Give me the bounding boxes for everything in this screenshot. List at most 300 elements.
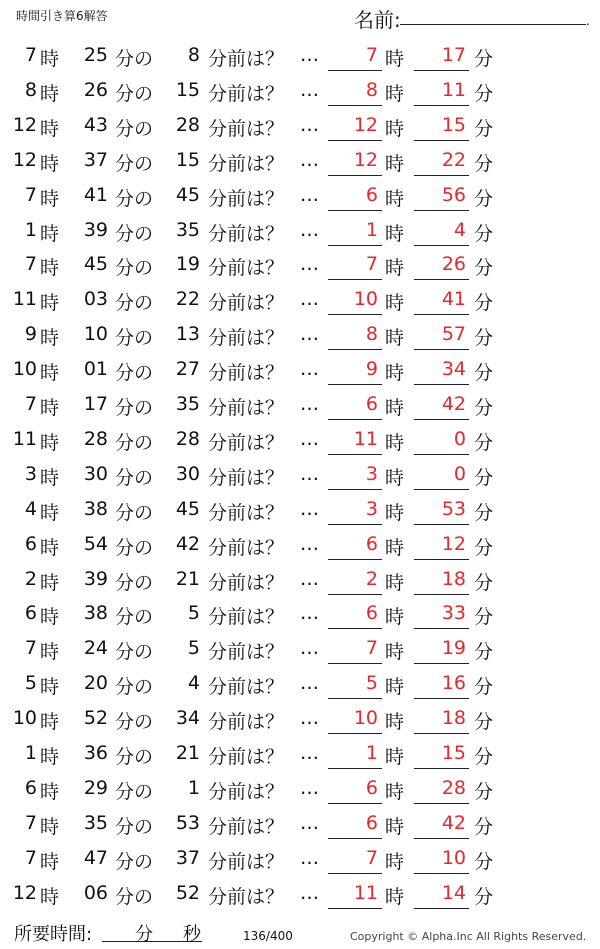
answer-hour-label: 時 (385, 152, 405, 175)
minute-of-label: 分の (115, 152, 154, 175)
answer-hour[interactable]: 1 (365, 218, 378, 241)
answer-hour-label: 時 (385, 187, 405, 210)
answer-hour-underline (328, 140, 382, 141)
problem-subtract: 5 (187, 602, 200, 625)
answer-minute[interactable]: 0 (453, 427, 466, 450)
problem-hour: 3 (24, 462, 37, 485)
answer-minute-label: 分 (474, 815, 494, 838)
minutes-before-label: 分前は？ (208, 780, 285, 803)
answer-hour[interactable]: 12 (353, 148, 378, 171)
answer-hour[interactable]: 7 (365, 637, 378, 660)
problem-subtract: 1 (187, 776, 200, 799)
problem-hour: 11 (12, 427, 37, 450)
ellipsis: … (300, 462, 319, 485)
hour-label: 時 (40, 815, 60, 838)
answer-hour-label: 時 (385, 536, 405, 559)
ellipsis: … (300, 78, 319, 101)
answer-minute-underline (414, 594, 469, 595)
answer-hour[interactable]: 11 (353, 881, 378, 904)
hour-label: 時 (40, 676, 60, 699)
answer-hour-label: 時 (385, 48, 405, 70)
problem-row (0, 736, 600, 770)
answer-minute-underline (414, 105, 469, 106)
answer-hour[interactable]: 6 (365, 811, 378, 834)
ellipsis: … (300, 393, 319, 415)
minute-of-label: 分の (115, 466, 154, 489)
minutes-before-label: 分前は？ (208, 711, 285, 734)
problem-subtract: 28 (175, 427, 200, 450)
required-time-seconds-label: 秒 (183, 924, 201, 945)
minute-of-label: 分の (115, 187, 154, 210)
hour-label: 時 (40, 501, 60, 524)
answer-hour-label: 時 (385, 815, 405, 838)
problem-hour: 5 (24, 672, 37, 695)
answer-hour[interactable]: 8 (365, 323, 378, 346)
required-time-minutes-label: 分 (135, 924, 153, 945)
answer-minute[interactable]: 41 (441, 288, 466, 311)
answer-minute-label: 分 (474, 327, 494, 350)
answer-minute[interactable]: 11 (441, 78, 466, 101)
answer-hour-underline (328, 105, 382, 106)
ellipsis: … (300, 811, 319, 834)
minute-of-label: 分の (115, 327, 154, 350)
minute-of-label: 分の (115, 82, 154, 105)
ellipsis: … (300, 183, 319, 206)
problem-minute: 06 (83, 881, 108, 904)
minute-of-label: 分の (115, 117, 154, 140)
problem-hour: 2 (24, 567, 37, 590)
answer-minute-underline (414, 663, 469, 664)
answer-minute[interactable]: 4 (453, 218, 466, 241)
minute-of-label: 分の (115, 641, 154, 664)
hour-label: 時 (40, 82, 60, 105)
answer-minute-underline (414, 559, 469, 560)
problem-row (0, 771, 600, 805)
answer-minute-label: 分 (474, 222, 494, 245)
answer-minute-underline (414, 279, 469, 280)
problem-minute: 39 (83, 567, 108, 590)
answer-hour-label: 時 (385, 292, 405, 315)
minutes-before-label: 分前は？ (208, 117, 285, 140)
minutes-before-label: 分前は？ (208, 362, 285, 385)
problem-hour: 7 (24, 846, 37, 869)
answer-minute-underline (414, 245, 469, 246)
answer-minute-label: 分 (474, 187, 494, 210)
problem-hour: 7 (24, 183, 37, 206)
minute-of-label: 分の (115, 571, 154, 594)
answer-hour[interactable]: 6 (365, 393, 378, 415)
problem-subtract: 52 (175, 881, 200, 904)
problem-subtract: 21 (175, 567, 200, 590)
answer-minute-underline (414, 873, 469, 874)
minute-of-label: 分の (115, 501, 154, 524)
answer-hour-label: 時 (385, 850, 405, 873)
answer-hour-underline (328, 663, 382, 664)
answer-hour-underline (328, 803, 382, 804)
minutes-before-label: 分前は？ (208, 152, 285, 175)
problem-row (0, 701, 600, 735)
problem-row (0, 73, 600, 107)
answer-minute-label: 分 (474, 466, 494, 489)
hour-label: 時 (40, 606, 60, 629)
answer-minute[interactable]: 15 (441, 113, 466, 136)
answer-minute-label: 分 (474, 850, 494, 873)
hour-label: 時 (40, 466, 60, 489)
problem-row (0, 178, 600, 212)
answer-minute-label: 分 (474, 536, 494, 559)
ellipsis: … (300, 113, 319, 136)
answer-minute[interactable]: 57 (441, 323, 466, 346)
answer-hour[interactable]: 6 (365, 602, 378, 625)
answer-minute[interactable]: 42 (441, 811, 466, 834)
problem-subtract: 53 (175, 811, 200, 834)
ellipsis: … (300, 44, 319, 66)
answer-minute[interactable]: 10 (441, 846, 466, 869)
minute-of-label: 分の (115, 780, 154, 803)
minute-of-label: 分の (115, 257, 154, 280)
problem-subtract: 45 (175, 497, 200, 520)
ellipsis: … (300, 637, 319, 660)
answer-hour-label: 時 (385, 885, 405, 908)
problem-minute: 30 (83, 462, 108, 485)
ellipsis: … (300, 288, 319, 311)
problem-hour: 7 (24, 44, 37, 66)
problem-minute: 43 (83, 113, 108, 136)
answer-minute-underline (414, 314, 469, 315)
hour-label: 時 (40, 536, 60, 559)
problem-minute: 47 (83, 846, 108, 869)
answer-minute-label: 分 (474, 641, 494, 664)
ellipsis: … (300, 672, 319, 695)
ellipsis: … (300, 532, 319, 555)
answer-hour[interactable]: 6 (365, 532, 378, 555)
answer-hour-underline (328, 908, 382, 909)
hour-label: 時 (40, 571, 60, 594)
problem-minute: 52 (83, 707, 108, 730)
answer-hour-underline (328, 175, 382, 176)
answer-minute[interactable]: 19 (441, 637, 466, 660)
problem-minute: 45 (83, 253, 108, 276)
answer-minute[interactable]: 26 (441, 253, 466, 276)
answer-hour[interactable]: 10 (353, 707, 378, 730)
problem-row (0, 213, 600, 247)
answer-hour-underline (328, 210, 382, 211)
answer-hour-label: 時 (385, 466, 405, 489)
answer-minute-underline (414, 419, 469, 420)
problem-minute: 01 (83, 358, 108, 381)
ellipsis: … (300, 602, 319, 625)
answer-minute-underline (414, 70, 469, 71)
problem-row (0, 108, 600, 142)
minutes-before-label: 分前は？ (208, 466, 285, 489)
answer-hour-underline (328, 489, 382, 490)
answer-hour-underline (328, 454, 382, 455)
problem-minute: 38 (83, 497, 108, 520)
answer-hour[interactable]: 8 (365, 78, 378, 101)
answer-minute-label: 分 (474, 431, 494, 454)
answer-hour-underline (328, 768, 382, 769)
problem-subtract: 21 (175, 742, 200, 764)
answer-hour[interactable]: 7 (365, 846, 378, 869)
answer-hour[interactable]: 9 (365, 358, 378, 381)
answer-minute-underline (414, 349, 469, 350)
answer-hour-label: 時 (385, 501, 405, 524)
answer-hour[interactable]: 12 (353, 113, 378, 136)
answer-hour-underline (328, 698, 382, 699)
problem-minute: 35 (83, 811, 108, 834)
problem-subtract: 19 (175, 253, 200, 276)
hour-label: 時 (40, 222, 60, 245)
answer-minute[interactable]: 17 (441, 44, 466, 66)
answer-hour[interactable]: 5 (365, 672, 378, 695)
problem-hour: 1 (24, 218, 37, 241)
answer-hour[interactable]: 3 (365, 497, 378, 520)
hour-label: 時 (40, 187, 60, 210)
name-field-line[interactable] (400, 24, 586, 25)
answer-hour-label: 時 (385, 711, 405, 734)
answer-minute-label: 分 (474, 292, 494, 315)
answer-minute-underline (414, 524, 469, 525)
answer-minute-label: 分 (474, 780, 494, 803)
minute-of-label: 分の (115, 885, 154, 908)
answer-hour-underline (328, 559, 382, 560)
name-field-dot: . (586, 14, 590, 28)
problem-minute: 41 (83, 183, 108, 206)
minute-of-label: 分の (115, 676, 154, 699)
minutes-before-label: 分前は？ (208, 815, 285, 838)
problem-minute: 26 (83, 78, 108, 101)
minutes-before-label: 分前は？ (208, 501, 285, 524)
minute-of-label: 分の (115, 362, 154, 385)
problem-row (0, 666, 600, 700)
problem-subtract: 35 (175, 393, 200, 415)
ellipsis: … (300, 427, 319, 450)
answer-minute-underline (414, 698, 469, 699)
answer-hour-label: 時 (385, 431, 405, 454)
hour-label: 時 (40, 362, 60, 385)
hour-label: 時 (40, 48, 60, 70)
answer-minute-label: 分 (474, 676, 494, 699)
problem-row (0, 387, 600, 421)
problem-minute: 54 (83, 532, 108, 555)
problem-hour: 11 (12, 288, 37, 311)
answer-hour[interactable]: 3 (365, 462, 378, 485)
problem-hour: 6 (24, 532, 37, 555)
answer-minute[interactable]: 22 (441, 148, 466, 171)
answer-hour[interactable]: 2 (365, 567, 378, 590)
problem-minute: 10 (83, 323, 108, 346)
answer-minute[interactable]: 12 (441, 532, 466, 555)
answer-hour[interactable]: 10 (353, 288, 378, 311)
answer-hour[interactable]: 7 (365, 44, 378, 66)
minutes-before-label: 分前は？ (208, 885, 285, 908)
problem-hour: 7 (24, 637, 37, 660)
problem-hour: 6 (24, 776, 37, 799)
problem-row (0, 38, 600, 72)
minutes-before-label: 分前は？ (208, 48, 285, 70)
problem-hour: 10 (12, 707, 37, 730)
minutes-before-label: 分前は？ (208, 536, 285, 559)
minute-of-label: 分の (115, 222, 154, 245)
problem-minute: 28 (83, 427, 108, 450)
minutes-before-label: 分前は？ (208, 850, 285, 873)
answer-hour-underline (328, 349, 382, 350)
answer-hour-label: 時 (385, 82, 405, 105)
minutes-before-label: 分前は？ (208, 431, 285, 454)
problem-subtract: 42 (175, 532, 200, 555)
answer-hour[interactable]: 6 (365, 776, 378, 799)
problem-subtract: 35 (175, 218, 200, 241)
answer-hour-underline (328, 873, 382, 874)
answer-minute[interactable]: 18 (441, 707, 466, 730)
ellipsis: … (300, 742, 319, 764)
hour-label: 時 (40, 850, 60, 873)
copyright-notice: Copyright © Alpha.Inc All Rights Reserved. (350, 930, 587, 943)
problem-hour: 7 (24, 253, 37, 276)
answer-minute-label: 分 (474, 257, 494, 280)
minute-of-label: 分の (115, 431, 154, 454)
name-label: 名前: (354, 8, 401, 32)
problem-minute: 36 (83, 742, 108, 764)
minutes-before-label: 分前は？ (208, 222, 285, 245)
answer-minute[interactable]: 28 (441, 776, 466, 799)
answer-minute-label: 分 (474, 711, 494, 734)
problem-row (0, 631, 600, 665)
answer-minute-underline (414, 838, 469, 839)
answer-hour-label: 時 (385, 676, 405, 699)
answer-hour-label: 時 (385, 780, 405, 803)
answer-minute[interactable]: 42 (441, 393, 466, 415)
problem-subtract: 45 (175, 183, 200, 206)
problem-row (0, 841, 600, 875)
ellipsis: … (300, 567, 319, 590)
problem-subtract: 28 (175, 113, 200, 136)
hour-label: 時 (40, 152, 60, 175)
problem-hour: 4 (24, 497, 37, 520)
answer-minute-label: 分 (474, 82, 494, 105)
minute-of-label: 分の (115, 815, 154, 838)
problem-subtract: 34 (175, 707, 200, 730)
required-time-label: 所要時間: (14, 924, 93, 945)
minute-of-label: 分の (115, 292, 154, 315)
answer-hour-label: 時 (385, 397, 405, 419)
hour-label: 時 (40, 641, 60, 664)
answer-hour[interactable]: 1 (365, 742, 378, 764)
minute-of-label: 分の (115, 711, 154, 734)
answer-minute[interactable]: 53 (441, 497, 466, 520)
problem-subtract: 13 (175, 323, 200, 346)
problem-subtract: 5 (187, 637, 200, 660)
problem-minute: 24 (83, 637, 108, 660)
answer-minute-label: 分 (474, 885, 494, 908)
problem-row (0, 422, 600, 456)
problem-hour: 12 (12, 148, 37, 171)
hour-label: 時 (40, 431, 60, 454)
answer-minute-underline (414, 384, 469, 385)
worksheet-title: 時間引き算6解答 (16, 9, 108, 23)
hour-label: 時 (40, 292, 60, 315)
problem-subtract: 37 (175, 846, 200, 869)
page-number: 136/400 (243, 929, 293, 943)
answer-hour-label: 時 (385, 571, 405, 594)
answer-hour-label: 時 (385, 257, 405, 280)
answer-minute-label: 分 (474, 152, 494, 175)
answer-hour[interactable]: 7 (365, 253, 378, 276)
answer-minute[interactable]: 14 (441, 881, 466, 904)
answer-minute[interactable]: 33 (441, 602, 466, 625)
problem-row (0, 282, 600, 316)
answer-hour-underline (328, 70, 382, 71)
answer-minute[interactable]: 15 (441, 742, 466, 764)
answer-minute-underline (414, 175, 469, 176)
hour-label: 時 (40, 397, 60, 419)
answer-minute-label: 分 (474, 606, 494, 629)
answer-minute-underline (414, 908, 469, 909)
problem-minute: 38 (83, 602, 108, 625)
ellipsis: … (300, 323, 319, 346)
answer-minute-underline (414, 628, 469, 629)
answer-hour-label: 時 (385, 641, 405, 664)
problem-row (0, 352, 600, 386)
answer-hour-underline (328, 384, 382, 385)
answer-hour-underline (328, 524, 382, 525)
problem-row (0, 876, 600, 910)
problem-hour: 12 (12, 881, 37, 904)
problem-subtract: 8 (187, 44, 200, 66)
minutes-before-label: 分前は？ (208, 82, 285, 105)
minutes-before-label: 分前は？ (208, 397, 285, 419)
ellipsis: … (300, 776, 319, 799)
problem-minute: 17 (83, 393, 108, 415)
answer-minute[interactable]: 18 (441, 567, 466, 590)
minutes-before-label: 分前は？ (208, 641, 285, 664)
problem-hour: 10 (12, 358, 37, 381)
problem-hour: 1 (24, 742, 37, 764)
problem-hour: 9 (24, 323, 37, 346)
answer-minute-underline (414, 803, 469, 804)
minutes-before-label: 分前は？ (208, 327, 285, 350)
problem-subtract: 15 (175, 148, 200, 171)
problem-row (0, 562, 600, 596)
problem-minute: 03 (83, 288, 108, 311)
answer-minute[interactable]: 0 (453, 462, 466, 485)
problem-subtract: 4 (187, 672, 200, 695)
answer-hour-label: 時 (385, 606, 405, 629)
problem-minute: 37 (83, 148, 108, 171)
answer-minute[interactable]: 16 (441, 672, 466, 695)
problem-subtract: 15 (175, 78, 200, 101)
answer-hour-underline (328, 245, 382, 246)
answer-hour[interactable]: 11 (353, 427, 378, 450)
answer-hour-underline (328, 733, 382, 734)
hour-label: 時 (40, 780, 60, 803)
answer-minute[interactable]: 56 (441, 183, 466, 206)
answer-hour-underline (328, 314, 382, 315)
answer-hour-label: 時 (385, 746, 405, 768)
answer-hour-underline (328, 279, 382, 280)
minutes-before-label: 分前は？ (208, 292, 285, 315)
problem-minute: 20 (83, 672, 108, 695)
minutes-before-label: 分前は？ (208, 606, 285, 629)
answer-hour[interactable]: 6 (365, 183, 378, 206)
hour-label: 時 (40, 327, 60, 350)
answer-hour-label: 時 (385, 117, 405, 140)
answer-hour-label: 時 (385, 222, 405, 245)
answer-minute[interactable]: 34 (441, 358, 466, 381)
problem-hour: 12 (12, 113, 37, 136)
problem-row (0, 806, 600, 840)
answer-minute-label: 分 (474, 48, 494, 70)
